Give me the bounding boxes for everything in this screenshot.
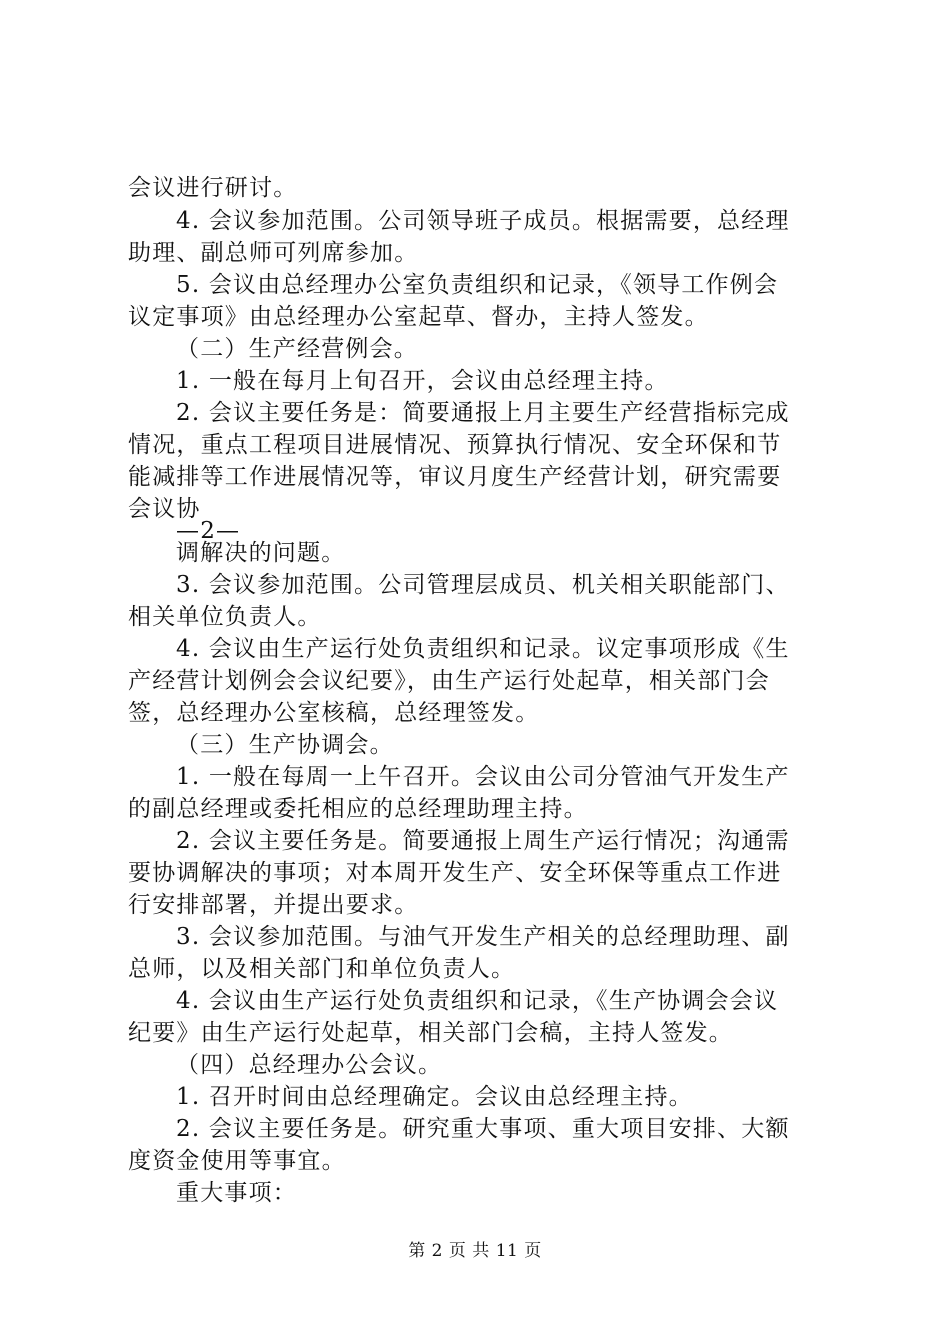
body-line: 5. 会议由总经理办公室负责组织和记录，《领导工作例会 (176, 272, 779, 298)
body-line: 会议协 (128, 496, 201, 522)
body-line: 议定事项》由总经理办公室起草、督办，主持人签发。 (128, 304, 709, 330)
body-line: 4. 会议由生产运行处负责组织和记录。议定事项形成《生 (176, 636, 790, 662)
body-line: 的副总经理或委托相应的总经理助理主持。 (128, 796, 588, 822)
body-line: 4. 会议由生产运行处负责组织和记录，《生产协调会会议 (176, 988, 779, 1014)
body-line: 度资金使用等事宜。 (128, 1148, 346, 1174)
body-line: 行安排部署，并提出要求。 (128, 892, 419, 918)
body-line: 3. 会议参加范围。公司管理层成员、机关相关职能部门、 (176, 572, 790, 598)
page-footer: 第 2 页 共 11 页 (408, 1241, 542, 1261)
body-line: 产经营计划例会会议纪要》，由生产运行处起草，相关部门会 (128, 668, 770, 694)
body-line: 1. 一般在每月上旬召开，会议由总经理主持。 (176, 368, 669, 394)
body-line: 1. 召开时间由总经理确定。会议由总经理主持。 (176, 1084, 693, 1110)
body-line: 纪要》由生产运行处起草，相关部门会稿，主持人签发。 (128, 1020, 733, 1046)
body-line: 调解决的问题。 (176, 540, 346, 566)
body-line: 会议进行研讨。 (128, 175, 298, 201)
section-heading: （四）总经理办公会议。 (176, 1052, 443, 1078)
body-line: 助理、副总师可列席参加。 (128, 240, 419, 266)
body-line: 要协调解决的事项；对本周开发生产、安全环保等重点工作进 (128, 860, 782, 886)
body-line: 4. 会议参加范围。公司领导班子成员。根据需要，总经理 (176, 208, 790, 234)
page-number-marker: —2— (176, 518, 241, 544)
body-line: 签，总经理办公室核稿，总经理签发。 (128, 700, 540, 726)
body-line: 2. 会议主要任务是：简要通报上月主要生产经营指标完成 (176, 400, 790, 426)
body-line: 3. 会议参加范围。与油气开发生产相关的总经理助理、副 (176, 924, 790, 950)
body-line: 2. 会议主要任务是。简要通报上周生产运行情况；沟通需 (176, 828, 790, 854)
body-line: 能减排等工作进展情况等，审议月度生产经营计划，研究需要 (128, 464, 782, 490)
body-line: 情况，重点工程项目进展情况、预算执行情况、安全环保和节 (128, 432, 782, 458)
body-line: 重大事项： (176, 1180, 297, 1206)
section-heading: （二）生产经营例会。 (176, 336, 418, 362)
body-line: 总师，以及相关部门和单位负责人。 (128, 956, 516, 982)
section-heading: （三）生产协调会。 (176, 732, 394, 758)
body-line: 相关单位负责人。 (128, 604, 322, 630)
body-line: 2. 会议主要任务是。研究重大事项、重大项目安排、大额 (176, 1116, 790, 1142)
body-line: 1. 一般在每周一上午召开。会议由公司分管油气开发生产 (176, 764, 790, 790)
